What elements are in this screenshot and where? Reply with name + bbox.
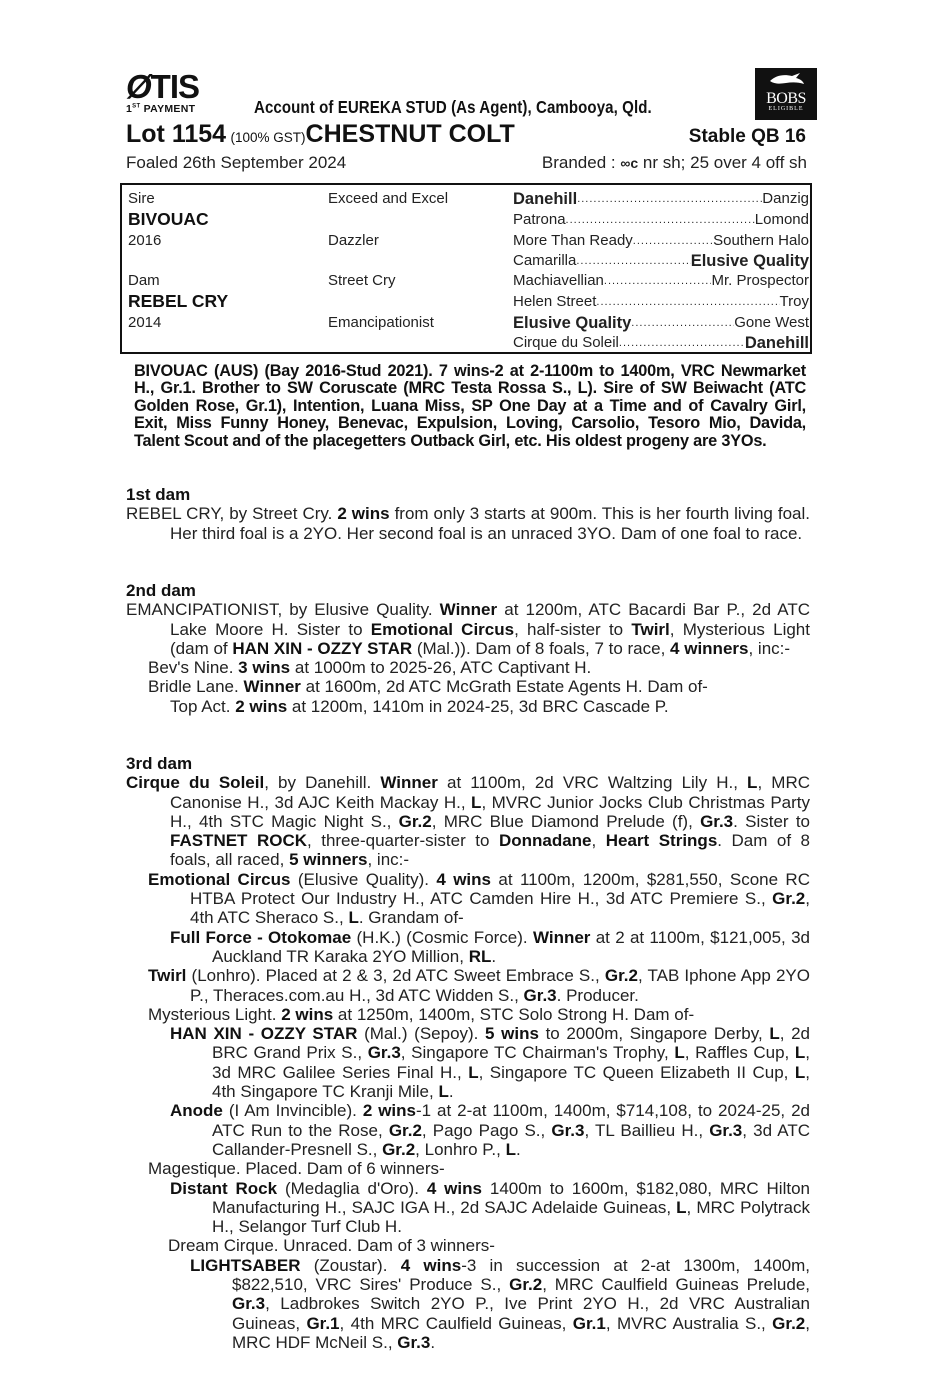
progeny-entry: Twirl (Lonhro). Placed at 2 & 3, 2d ATC Sweet Embrace S., Gr.2, TAB Iphone App 2YO P., Theraces.com.au H., 3d ATC Widden S., Gr.3. Producer.: [148, 966, 810, 1005]
lot-number: Lot 1154: [126, 120, 227, 148]
progeny-entry: Full Force - Otokomae (H.K.) (Cosmic Force). Winner at 2 at 1100m, $121,005, 3d Auckland TR Karaka 2YO Million, RL.: [170, 927, 810, 966]
progeny-entry: Bridle Lane. Winner at 1600m, 2d ATC McGrath Estate Agents H. Dam of-: [148, 677, 708, 697]
pedigree-table: [120, 183, 812, 354]
ancestor-row: Machiavellian ..... Mr. Prospector: [513, 272, 809, 290]
second-dam-heading: 2nd dam: [126, 581, 196, 600]
progeny-entry: Anode (I Am Invincible). 2 wins-1 at 2-at 1100m, 1400m, $714,108, to 2024-25, 2d ATC Run to the Rose, Gr.2, Pago Pago S., Gr.3, TL Baillieu H., Gr.3, 3d ATC Callander-Presnell S., Gr.2, Lonhro P., L.: [170, 1101, 810, 1159]
dam-dam: Emancipationist: [328, 314, 434, 331]
progeny-entry: Mysterious Light. 2 wins at 1250m, 1400m, STC Solo Strong H. Dam of-: [148, 1004, 695, 1024]
sire-sire: Exceed and Excel: [328, 190, 449, 207]
bobs-eligible-logo: BOBS ELIGIBLE: [755, 68, 817, 120]
third-dam-progeny: [126, 870, 810, 1352]
progeny-entry: Magestique. Placed. Dam of 6 winners-: [148, 1159, 445, 1179]
vendor-account: Account of EUREKA STUD (As Agent), Cambooya, Qld.: [254, 97, 652, 117]
sire-dam: Dazzler: [328, 232, 379, 249]
lot-description: CHESTNUT COLT: [305, 120, 515, 148]
third-dam-heading: 3rd dam: [126, 754, 193, 773]
ancestor-row: Camarilla ..... Elusive Quality: [513, 252, 809, 271]
progeny-entry: Emotional Circus (Elusive Quality). 4 wins at 1100m, 1200m, $281,550, Scone RC HTBA Protect Our Industry H., ATC Camden Hire H., 3d ATC Premiere S., Gr.2, 4th ATC Sheraco S., L. Grandam of-: [148, 869, 810, 928]
second-dam-progeny: [126, 658, 810, 716]
ancestor-row: Helen Street ..... Troy: [513, 293, 809, 311]
progeny-entry: Dream Cirque. Unraced. Dam of 3 winners-: [168, 1236, 495, 1256]
third-dam-section: [126, 754, 810, 1352]
dam-year: 2014: [128, 314, 162, 331]
progeny-entry: Bev's Nine. 3 wins at 1000m to 2025-26, ATC Captivant H.: [148, 658, 592, 678]
foaled-date: Foaled 26th September 2024: [126, 153, 347, 172]
dam-label: Dam: [128, 272, 160, 289]
first-dam-heading: 1st dam: [126, 485, 191, 504]
sire-label: Sire: [128, 190, 155, 207]
dam-sire: Street Cry: [328, 272, 396, 289]
third-dam-text: Cirque du Soleil, by Danehill. Winner at 1100m, 2d VRC Waltzing Lily H., L, MRC Canonise H., 3d AJC Keith Mackay H., L, MVRC Junior Jocks Club Christmas Party H., 4th STC Magic Night S., Gr.2, MRC Blue Diamond Prelude (f), Gr.3. Sister to FASTNET ROCK, three-quarter-sister to Donnadane, Heart Strings. Dam of 8 foals, all raced, 5 winners, inc:-: [126, 773, 811, 870]
progeny-entry: LIGHTSABER (Zoustar). 4 wins-3 in succession at 2-at 1300m, 1400m, $822,510, VRC Sires' Produce S., Gr.2, MRC Caulfield Guineas Prelude, Gr.3, Ladbrokes Switch 2YO P., Ive Print 2YO H., 2d VRC Australian Guineas, Gr.1, 4th MRC Caulfield Guineas, Gr.1, MVRC Australia S., Gr.2, MRC HDF McNeil S., Gr.3.: [190, 1255, 811, 1352]
ancestor-row: Cirque du Soleil ..... Danehill: [513, 334, 809, 353]
ancestor-row: Patrona ..... Lomond: [513, 211, 809, 229]
sire-year: 2016: [128, 232, 162, 249]
ancestor-row: More Than Ready ..... Southern Halo: [513, 232, 809, 250]
otis-logo: [126, 68, 216, 115]
horse-head-icon: [755, 71, 817, 92]
brand-symbol-icon: ∞c: [620, 155, 639, 171]
stable-location: Stable QB 16: [688, 126, 806, 147]
brand-info: Branded : ∞c nr sh; 25 over 4 off sh: [541, 153, 807, 172]
first-dam-text: REBEL CRY, by Street Cry. 2 wins from only 3 starts at 900m. This is her fourth living foal. Her third foal is a 2YO. Her second foal is an unraced 3YO. Dam of one foal to race.: [126, 504, 811, 543]
progeny-entry: HAN XIN - OZZY STAR (Mal.) (Sepoy). 5 wins to 2000m, Singapore Derby, L, 2d BRC Grand Prix S., Gr.3, Singapore TC Chairman's Trophy, L, Raffles Cup, L, 3d MRC Galilee Series Final H., L, Singapore TC Queen Elizabeth II Cup, L, 4th Singapore TC Kranji Mile, L.: [170, 1024, 811, 1102]
progeny-entry: Distant Rock (Medaglia d'Oro). 4 wins 1400m to 1600m, $182,080, MRC Hilton Manufacturing H., SAJC IGA H., 2d SAJC Adelaide Guineas, L, MRC Polytrack H., Selangor Turf Club H.: [170, 1178, 810, 1237]
otis-logo-subtitle: 1ST PAYMENT: [126, 103, 196, 115]
first-dam-section: [126, 485, 810, 543]
progeny-entry: Top Act. 2 wins at 1200m, 1410m in 2024-25, 3d BRC Cascade P.: [170, 696, 669, 716]
second-dam-text: EMANCIPATIONIST, by Elusive Quality. Winner at 1200m, ATC Bacardi Bar P., 2d ATC Lake Moore H. Sister to Emotional Circus, half-sister to Twirl, Mysterious Light (dam of HAN XIN - OZZY STAR (Mal.)). Dam of 8 foals, 7 to race, 4 winners, inc:-: [126, 600, 810, 658]
gst-note: (100% GST): [230, 130, 306, 145]
dam-name: REBEL CRY: [128, 291, 229, 311]
second-dam-section: [126, 581, 810, 716]
sire-summary: BIVOUAC (AUS) (Bay 2016-Stud 2021). 7 wins-2 at 2-1100m to 1400m, VRC Newmarket H., Gr.1. Brother to SW Coruscate (MRC Testa Rossa S., L). Sire of SW Beiwacht (ATC Golden Rose, Gr.1), Intention, Luana Miss, SP One Day at a Time and of Cavalry Girl, Exit, Miss Funny Honey, Benevac, Expulsion, Loving, Carsolio, Tesoro Mio, Davida, Talent Scout and of the placegetters Outback Girl, etc. His oldest progeny are 3YOs.: [134, 362, 806, 450]
otis-logo-word: ØTIS: [126, 68, 200, 105]
lot-title-line: [126, 120, 810, 150]
ancestor-row: Elusive Quality ..... Gone West: [513, 314, 809, 333]
sire-name: BIVOUAC: [128, 209, 209, 229]
ancestor-row: Danehill ..... Danzig: [513, 190, 809, 209]
